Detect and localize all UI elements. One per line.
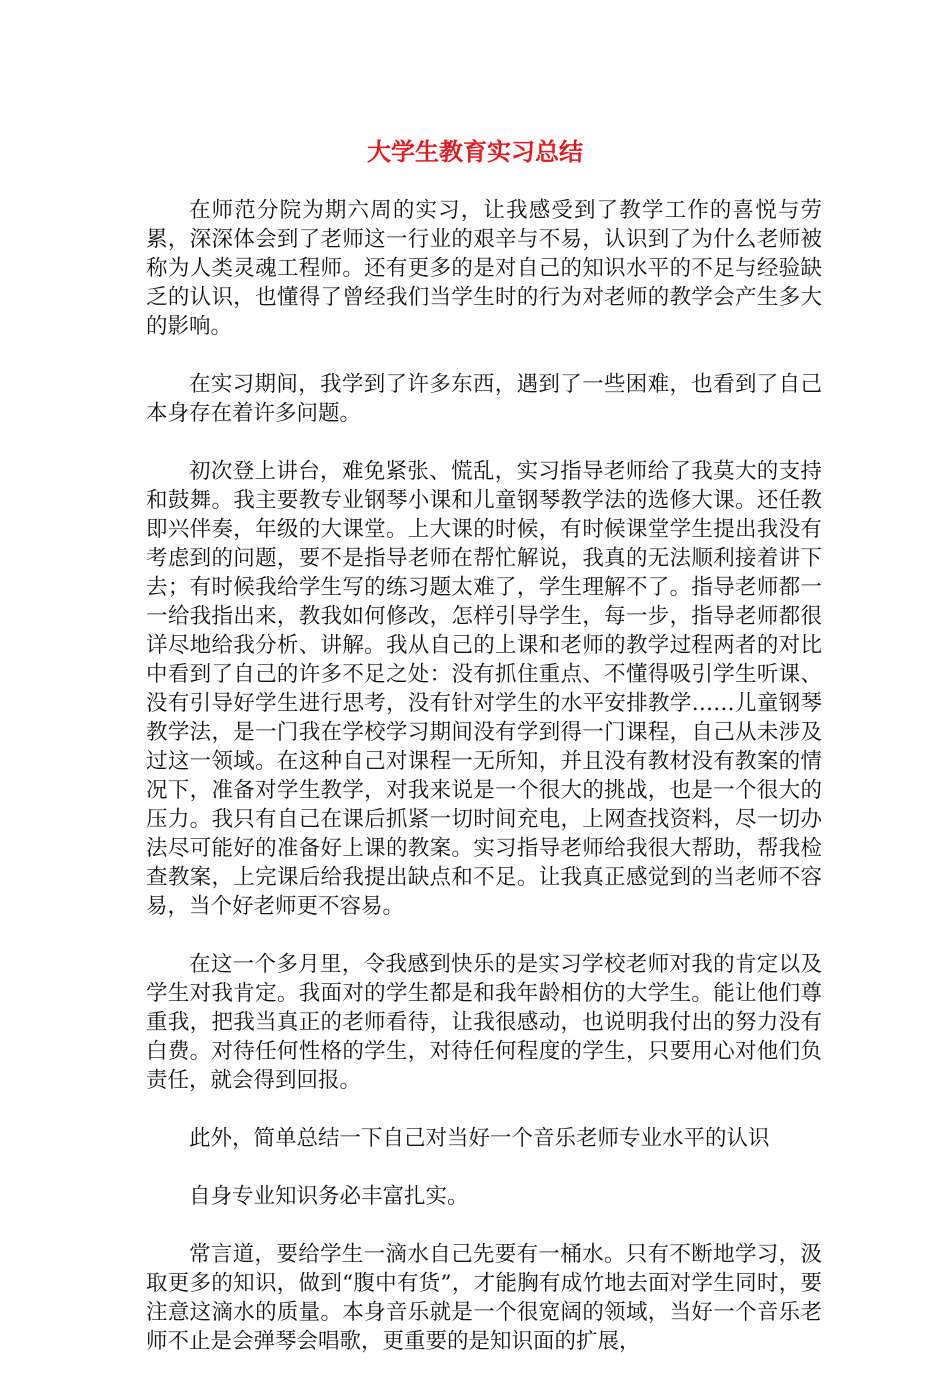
- document-title: 大学生教育实习总结: [367, 138, 583, 166]
- paragraph-3: 初次登上讲台，难免紧张、慌乱，实习指导老师给了我莫大的支持和鼓舞。我主要教专业钢琴小课和儿童钢琴教学法的选修大课。还任教即兴伴奏，年级的大课堂。上大课的时候，有时候课堂学生提出我没有考虑到的问题，要不是指导老师在帮忙解说，我真的无法顺利接着讲下去；有时候我给学生写的练习题太难了，学生理解不了。指导老师都一一给我指出来，教我如何修改，怎样引导学生，每一步，指导老师都很详尽地给我分析、讲解。我从自己的上课和老师的教学过程两者的对比中看到了自己的许多不足之处：没有抓住重点、不懂得吸引学生听课、没有引导好学生进行思考，没有针对学生的水平安排教学……儿童钢琴教学法，是一门我在学校学习期间没有学到得一门课程，自己从未涉及过这一领域。在这种自己对课程一无所知，并且没有教材没有教案的情况下，准备对学生教学，对我来说是一个很大的挑战，也是一个很大的压力。我只有自己在课后抓紧一切时间充电，上网查找资料，尽一切办法尽可能好的准备好上课的教案。实习指导老师给我很大帮助，帮我检查教案，上完课后给我提出缺点和不足。让我真正感觉到的当老师不容易，当个好老师更不容易。: [146, 459, 822, 919]
- document-body: [146, 196, 822, 1385]
- paragraph-6: 自身专业知识务必丰富扎实。: [189, 1184, 469, 1209]
- paragraph-7: 常言道，要给学生一滴水自己先要有一桶水。只有不断地学习，汲取更多的知识，做到“腹中有货”，才能胸有成竹地去面对学生同时，要注意这滴水的质量。本身音乐就是一个很宽阔的领域，当好一个音乐老师不止是会弹琴会唱歌，更重要的是知识面的扩展，: [146, 1242, 822, 1354]
- paragraph-1: 在师范分院为期六周的实习，让我感受到了教学工作的喜悦与劳累，深深体会到了老师这一行业的艰辛与不易，认识到了为什么老师被称为人类灵魂工程师。还有更多的是对自己的知识水平的不足与经验缺乏的认识，也懂得了曾经我们当学生时的行为对老师的教学会产生多大的影响。: [146, 198, 822, 339]
- paragraph-5: 此外，简单总结一下自己对当好一个音乐老师专业水平的认识: [189, 1126, 770, 1151]
- paragraph-2: 在实习期间，我学到了许多东西，遇到了一些困难，也看到了自己本身存在着许多问题。: [146, 372, 822, 426]
- paragraph-4: 在这一个多月里，令我感到快乐的是实习学校老师对我的肯定以及学生对我肯定。我面对的学生都是和我年龄相仿的大学生。能让他们尊重我，把我当真正的老师看待，让我很感动，也说明我付出的努力没有白费。对待任何性格的学生，对待任何程度的学生，只要用心对他们负责任，就会得到回报。: [146, 952, 822, 1093]
